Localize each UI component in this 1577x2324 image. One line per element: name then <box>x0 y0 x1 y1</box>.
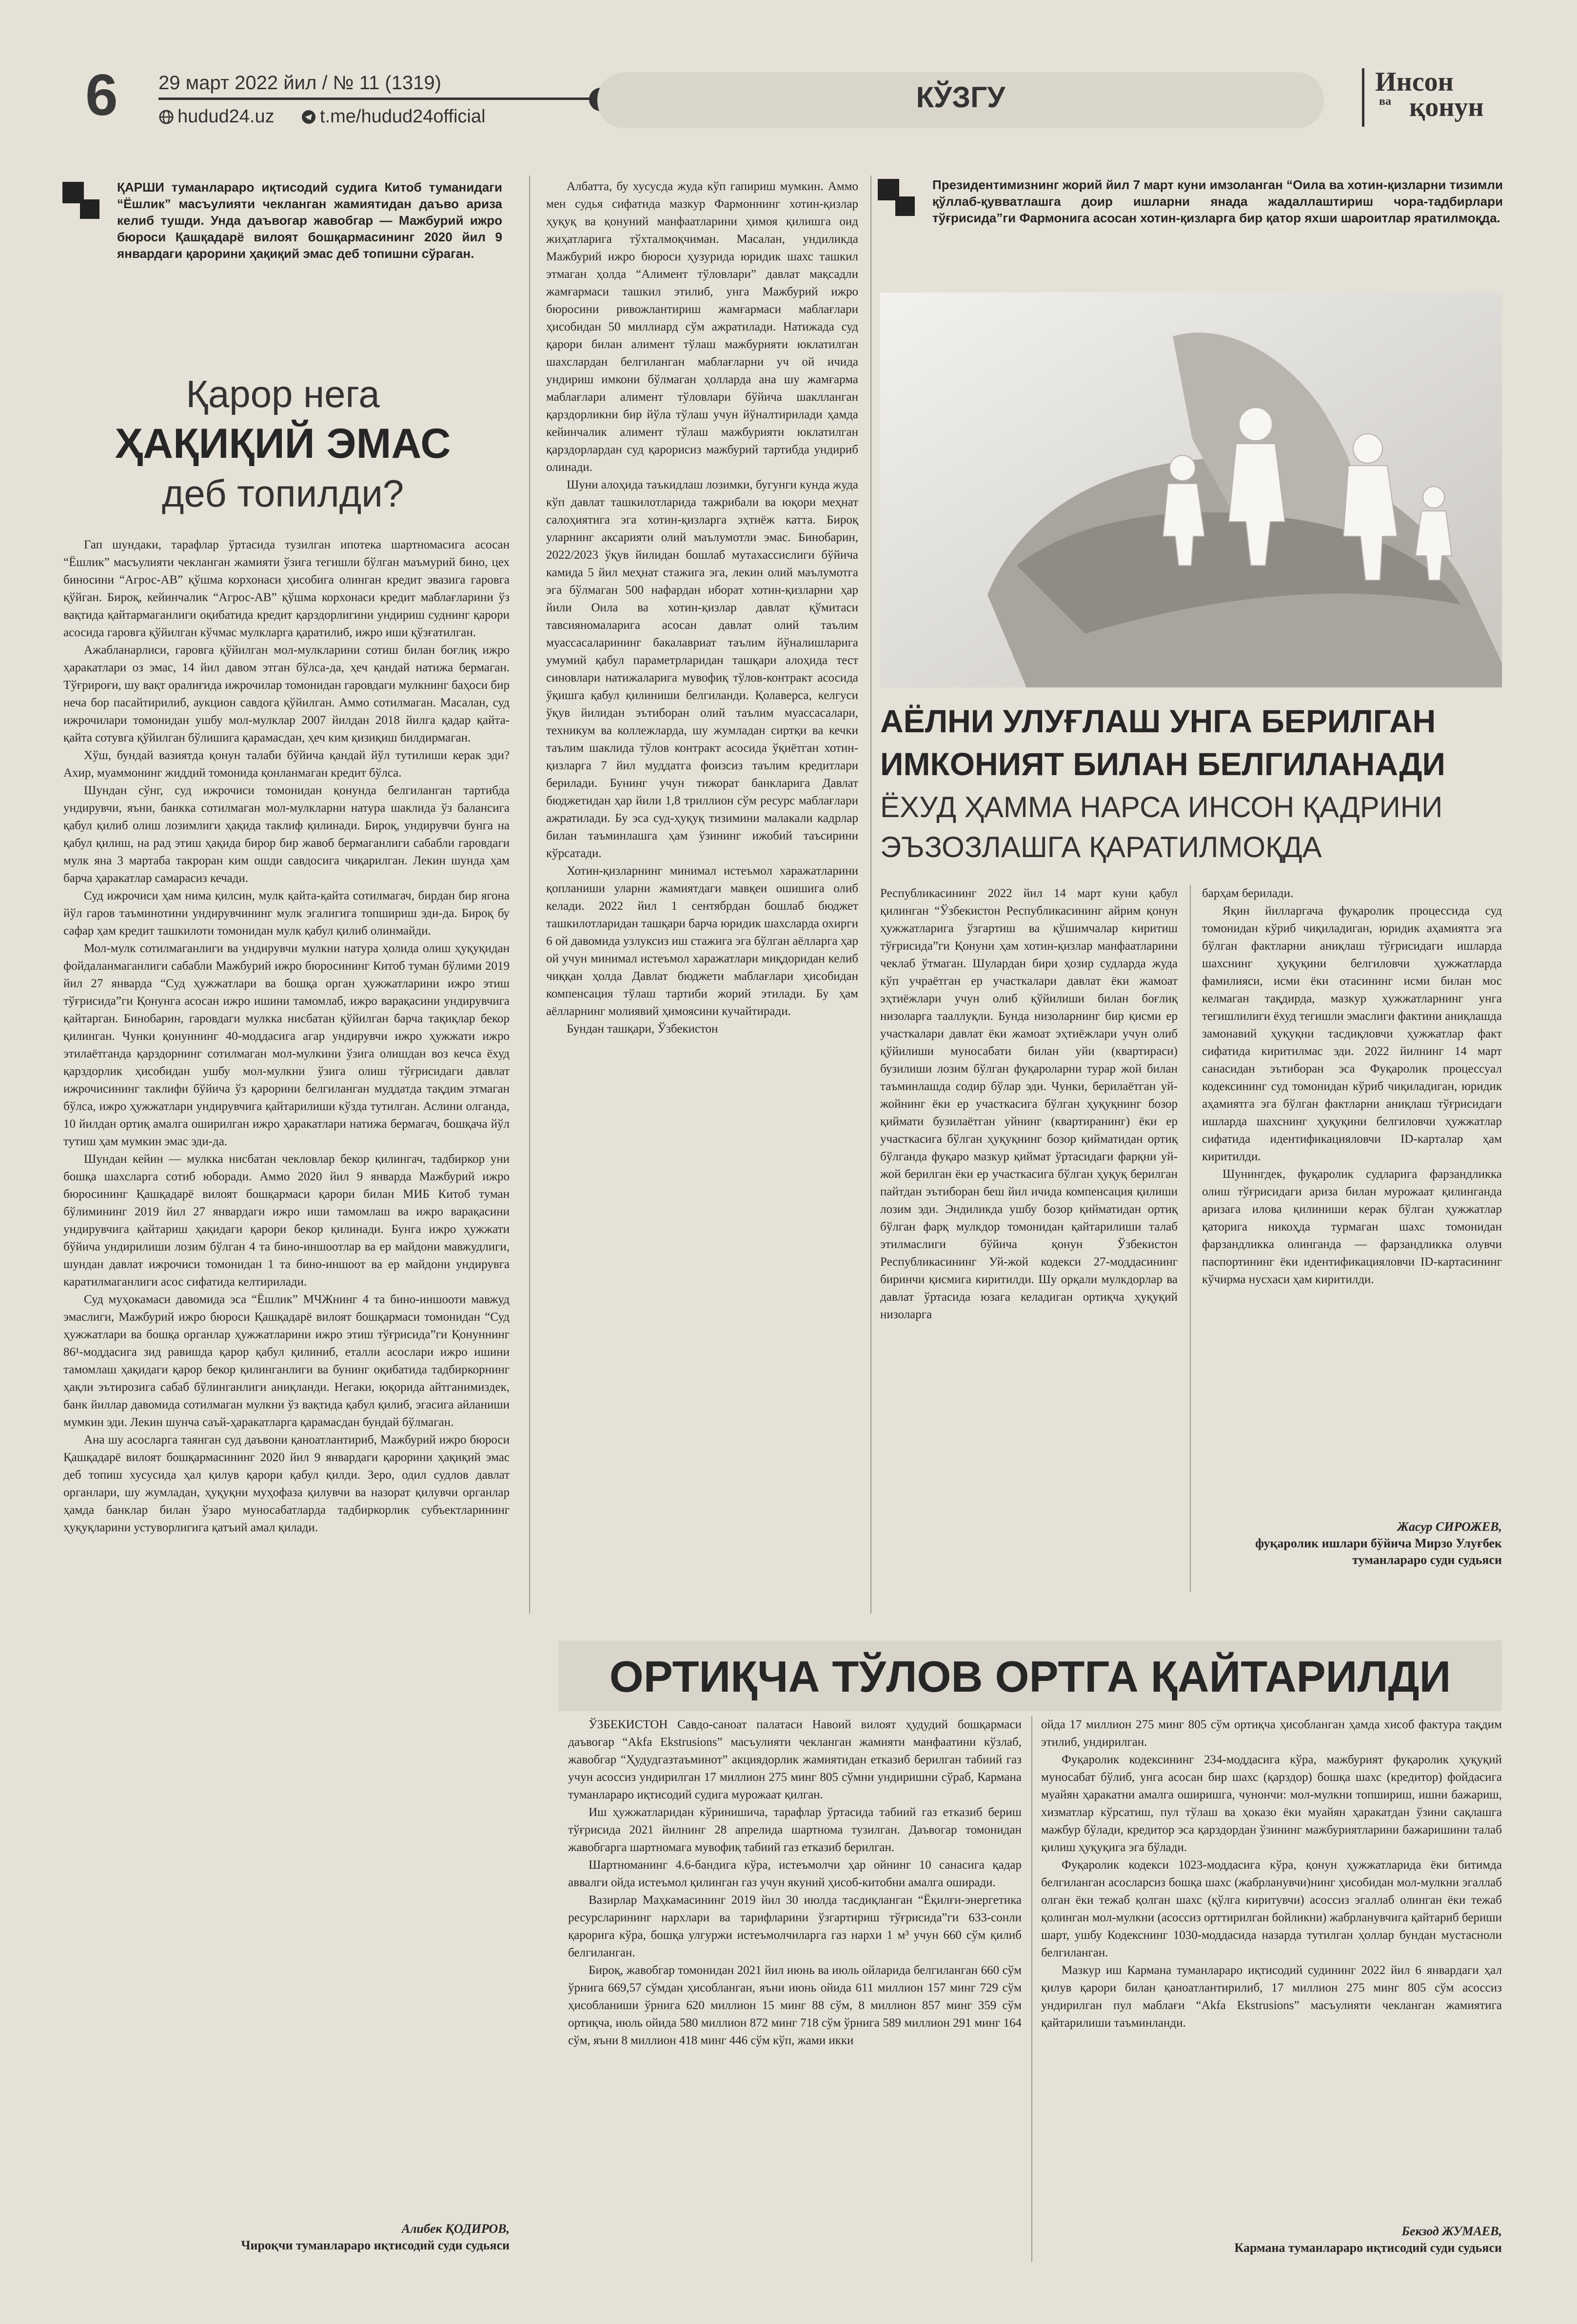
brand-logo: Инсон ва қонун <box>1375 67 1484 122</box>
article1-title <box>63 371 502 517</box>
signature1-title: Чироқчи туманлараро иқтисодий суди судьяси <box>241 2238 510 2252</box>
paragraph: Гап шундаки, тарафлар ўртасида тузилган ипотека шартномасига асосан “Ёшлик” масъулияти чекланган жамияти ўзига тегишли бўлган маъмурий бино, цех биносини “Агрос-АВ” қўшма корхонаси ҳисобига олинган кредит эвазига гаровга қўйган. Бироқ, кейинчалик “Агрос-АВ” қўшма корхонаси кредит маблағларини ўз вақтида қайтармаганлиги оқибатида кредит қарздорлигини ундириш суднинг қарори асосида гаровга қўйилган кўчмас мулкларга қаратилиб, ижро иши қўзғатилган. <box>63 538 510 639</box>
paragraph: Суд ижрочиси ҳам нима қилсин, мулк қайта-қайта сотилмагач, бирдан бир ягона йўл гаров таъминотини ундирувчининг мулк эгалигига топшириш эди-да. Бироқ бу сафар ҳам кредит ташкилоти томонидан мулк қабул қилиб олинмайди. <box>63 889 510 937</box>
column-divider <box>529 176 530 1614</box>
telegram-link[interactable]: t.me/hudud24official <box>320 106 486 127</box>
paragraph: Яқин йилларгача фуқаролик процессида суд томонидан кўриб чиқиладиган, юридик аҳамиятга эга бўлган фактларни аниқлаш тўғрисидаги ишларда шахснинг ҳуқуқини белгиловчи ҳужжатларда фамилияси, исми ёки отасининг исми билан мос келмаган тақдирда, мазкур ҳужжатларнинг унга тегишлилиги ёхуд тегишли эмаслиги фактини аниқлашда замонавий ҳуқуқни тасдиқловчи ҳужжатлар факт сифатида киритилмас эди. 2022 йилнинг 14 март санасидан эътиборан эса Фуқаролик процессуал кодексининг суд томонидан кўриб чиқиладиган, юридик аҳамиятга эга бўлган фактларни аниқлаш тўғрисидаги ишларда шахснинг ҳуқуқини белгиловчи ҳужжатлар сифатида идентификацияловчи ID-карталар ҳам киритилди. <box>1202 904 1502 1163</box>
article1-title-line3: деб топилди? <box>161 472 404 515</box>
column-divider <box>870 176 871 1614</box>
lead-icon <box>62 182 101 221</box>
article3-title: ОРТИҚЧА ТЎЛОВ ОРТГА ҚАЙТАРИЛДИ <box>609 1653 1451 1701</box>
paragraph: Шундан сўнг, суд ижрочиси томонидан қонунда белгиланган тартибда ундирувчи, яъни, банкка сотилмаган мол-мулкларни натура шаклида ўз балансига қабул қилиб олиш лозимлиги ҳақида таклиф қилинади. Бироқ, ундирувчи бунга на қабул қилиш, на рад этиш ҳақида бирор бир жавоб бермаганлиги сабабли гаровдаги мулк яна 3 мартаба такроран ким ошди савдосига чиқарилган. Лекин шунда ҳам барча ҳаракатлар самарасиз кечади. <box>63 784 510 885</box>
article3-author-title: Кармана туманлараро иқтисодий суди судьяси <box>1234 2241 1502 2255</box>
column-divider <box>1190 885 1191 1592</box>
article1-column-2 <box>546 178 858 1614</box>
paragraph: Бироқ, жавобгар томонидан 2021 йил июнь ва июль ойларида белгиланган 660 сўм ўрнига 669,57 сўмдан ҳисобланган, яъни июнь ойида 611 миллион 157 минг 729 сўм ҳисобланиши ўрнига 620 миллион 15 минг 88 сўм, 8 миллион 857 минг 359 сўм ортиқча, июль ойида 580 миллион 872 минг 718 сўм ўрнига 589 миллион 291 минг 164 сўм, яъни 8 миллион 418 минг 446 сўм кўп, жами икки <box>568 1964 1022 2047</box>
paragraph: Шартноманинг 4.6-бандига кўра, истеъмолчи ҳар ойнинг 10 санасига қадар аввалги ойда истеъмол қилинган газ учун якуний ҳисоб-китобни амалга оширади. <box>568 1858 1022 1889</box>
paragraph: барҳам берилади. <box>1202 887 1294 900</box>
paragraph: Шундан кейин — мулкка нисбатан чекловлар бекор қилингач, тадбиркор уни бошқа шахсларга сотиб юборади. Аммо 2020 йил 9 январда Мажбурий ижро бюросининг Қашқадарё вилоят бошқармаси қарори билан МИБ Китоб туман бўлимининг 2019 йил 27 январдаги ижро иши тамомлаш ва ижро варақасини ундирувчига қайтариш ҳақидаги қарори бекор қилинади. Бунга ижро ҳужжати бўйича ундирилиши лозим бўлган 4 та бино-иншоотлар ва ер майдони мавжудлиги, шундан давлат ижрочиси томонидан 1 та бино-иншоот ва ер майдони ундирувга каратилмаганлиги асос сифатида келтирилади. <box>63 1152 510 1289</box>
paragraph: Вазирлар Маҳкамасининг 2019 йил 30 июлда тасдиқланган “Ёқилғи-энергетика ресурсларининг нархлари ва тарифларини ўзгартириш тўғрисида”ги 633-сонли қарорига кўра, бошқа улгуржи истеъмолчиларга газ нархи 1 м³ учун 660 сўм қилиб белгиланган. <box>568 1894 1022 1959</box>
paragraph: Бундан ташқари, Ўзбекистон <box>567 1022 718 1035</box>
paragraph: Хотин-қизларнинг минимал истеъмол харажатларини қопланиши уларни жамиятдаги мавқеи ошишига олиб келади. 2022 йил 1 сентябрдан бошлаб бюджет ташкилотларидан ташқари барча юридик шахсларда охирги 6 ой давомида узлуксиз иш стажига эга бўлган аёлларга ҳар ой учун минимал истеъмол харажатлари миқдоридан келиб чиққан ҳолда Давлат бюджети маблағлари ҳисобидан компенсация тўлаш тартиби жорий этилади. Бу ҳам аёлларнинг молиявий ҳимоясини кучайтиради. <box>546 864 858 1018</box>
globe-icon <box>159 110 174 124</box>
paragraph: ойда 17 миллион 275 минг 805 сўм ортиқча ҳисобланган ҳамда хисоб фактура тақдим этилиб, ундирилган. <box>1041 1718 1502 1749</box>
article1-title-line1: Қарор нега <box>186 372 380 415</box>
paragraph: Хўш, бундай вазиятда қонун талаби бўйича қандай йўл тутилиши керак эди? Ахир, муаммонинг жиддий томонида қонланмаган кредит бўлса. <box>63 749 510 780</box>
paragraph: Ана шу асосларга таянган суд даъвони қаноатлантириб, Мажбурий ижро бюроси Қашқадарё вилоят бошқармасининг 2020 йил 9 январдаги қарорини ҳақиқий эмас деб топиш хусусида ҳал қилув қарори қабул қилди. Зеро, одил судлов давлат органлари, шу жумладан, ҳуқуқни муҳофаза қилувчи ва назорат қилувчи органлар ҳамда банклар билан ўзаро муносабатларда тадбиркорлик субъектларининг ҳуқуқларини устуворлигига қатъий амал қилади. <box>63 1433 510 1534</box>
paragraph: Шуни алоҳида таъкидлаш лозимки, бугунги кунда жуда кўп давлат ташкилотларида тажрибали ва юқори меҳнат салоҳиятига эга хотин-қизларга эҳтиёж катта. Бироқ уларнинг аксарияти олий маълумотли эмас. Бинобарин, 2022/2023 ўқув йилидан бошлаб мутахассислиги бўйича камида 5 йил меҳнат стажига эга, лекин олий маълумотга эга бўлмаган 500 нафардан иборат хотин-қизларни ҳар йили Оила ва хотин-қизлар давлат қўмитаси тавсияномаларига асосан давлат олий таълим муассасаларининг бакалавриат таълим йўналишларига умумий қабул параметрларидан ташқари алоҳида тест синовлари натижаларига мувофиқ тўлов-контракт асосида ўқишга қабул қилиниши белгиланди. Қолаверса, келгуси ўқув йилидан эътиборан олий таълим муассасалари, техникум ва коллежларда, шу жумладан сиртқи ва кечки таълим шаклида тўлов контракт асосида ўқиётган хотин-қизларга 7 йил муддатга фоизсиз таълим кредитлари берилади. Бунинг учун тижорат банкларига Давлат бюджетидан ҳар йили 1,8 триллион сўм ресурс маблағлари ажратилади. Бу эса суд-ҳуқуқ тизимини малакали кадрлар билан таъминлашга ҳам ўзининг ижобий таъсирини кўрсатади. <box>546 478 858 860</box>
brand-divider <box>1362 68 1364 127</box>
paragraph: Ажабланарлиси, гаровга қўйилган мол-мулкларини сотиш билан боғлиқ ижро ҳаракатлари оз эмас, 14 йил давом этган бўлса-да, ҳеч қандай натижа бермаган. Тўғрироғи, шу вақт оралиғида ижрочилар томонидан гаровдаги мулкнинг баҳоси бир неча бор пасайтирилиб, аукцион савдога қўйилган. Аммо сотилмаган. Масалан, суд ижрочилари томонидан ушбу мол-мулклар 2007 йилдан 2018 йилга қадар қайта-қайта сотувга қўйилган бўлишига қарамасдан, ҳеч ким қизиқиш билдирмаган. <box>63 644 510 744</box>
article1-column-1 <box>63 536 510 2213</box>
page-number: 6 <box>85 62 118 128</box>
paragraph: ЎЗБЕКИСТОН Савдо-саноат палатаси Навоий вилоят ҳудудий бошқармаси даъвогар “Akfa Ekstrusions” масъулияти чекланган жамияти манфаатини кўзлаб, жавобгар “Ҳудудгазтаъминот” акциядорлик жамиятидан етказиб берилган табиий газ учун асоссиз ундирилган 17 миллион 275 минг 805 сўмни ундиришни сўраб, Кармана туманлараро иқтисодий судига мурожаат қилган. <box>568 1718 1022 1801</box>
article2-subtitle: ЁХУД ҲАММА НАРСА ИНСОН ҚАДРИНИ ЭЪЗОЗЛАШГА ҚАРАТИЛМОҚДА <box>880 791 1443 863</box>
article1-title-line2: ҲАҚИҚИЙ ЭМАС <box>115 420 451 467</box>
paragraph: Мазкур иш Кармана туманлараро иқтисодий судининг 2022 йил 6 январдаги ҳал қилув қарори билан қаноатлантирилиб, 17 миллион 275 минг 805 сўм асоссиз ундирилган пул маблағи “Akfa Ekstrusions” масъулияти чекланган жамиятига қайтарилиши таъминланди. <box>1041 1964 1502 2030</box>
article2-author-title: фуқаролик ишлари бўйича Мирзо Улуғбек туманлараро суди судьяси <box>1255 1536 1502 1567</box>
article2-signature <box>1202 1519 1502 1568</box>
paragraph: Мол-мулк сотилмаганлиги ва ундирувчи мулкни натура ҳолида олиш ҳуқуқидан фойдаланмаганлиги сабабли Мажбурий ижро бюросининг Китоб туман бўлими 2019 йил 27 январда “Суд ҳужжатлари ва бошқа орган ҳужжатларини ижро этиш тўғрисида”ги Қонунга асосан ижро ишини тамомлаб, ижро варақасини ундирувчига қайтарган. Бинобарин, гаровдаги мулкка нисбатан қўйилган барча тақиқлар бекор қилинган. Чунки қонуннинг 40-моддасига агар ундирувчи ижро ҳужжати ижро этилаётганда қарздорнинг сотилмаган мол-мулкини ўзига олишдан воз кечса ёхуд қарздорлик ҳисобидан ушбу мол-мулкни ўзига олиш тўғрисидаги давлат ижрочисининг таклифи бўйича ўз қарорини белгиланган муддатда тақдим этмаган бўлса, ижро ҳужжатлари ундирувчига қайтарилиши кўзда тутилган. Аслини олганда, 10 йилдан ортиқ амалга оширилган ижро ҳаракатлари натижа бермагач, бошқача йўл тутиш ҳам мумкин эмас эди-да. <box>63 942 510 1148</box>
telegram-icon <box>301 110 316 124</box>
article2-column-b <box>1202 885 1502 1519</box>
article2-title: АЁЛНИ УЛУҒЛАШ УНГА БЕРИЛГАН ИМКОНИЯТ БИЛАН БЕЛГИЛАНАДИ <box>880 703 1445 782</box>
article3-column-a <box>568 1716 1022 2265</box>
paragraph: Фуқаролик кодекси 1023-моддасига кўра, қонун ҳужжатларида ёки битимда белгиланган асосларсиз бошқа шахс (жабрланувчи)нинг ҳисобидан мол-мулкни эгаллаб олган ёки тежаб қолган шахс (қўлга киритувчи) асоссиз эгаллаб олинган ёки тежаб қолинган мол-мулкни (асоссиз орттирилган бойликни) жабрланувчига қайтариб бериши шарт, ушбу Кодекснинг 1030-моддасида назарда тутилган ҳоллар бундан мустасноли белгиланган. <box>1041 1858 1502 1959</box>
paragraph: Иш ҳужжатларидан кўринишича, тарафлар ўртасида табиий газ етказиб бериш тўғрисида 2021 йилнинг 28 апрелида шартнома тузилган. Даъвогар томонидан жавобгарга шартномага мувофиқ табиий газ етказиб берилган. <box>568 1806 1022 1854</box>
article2-lead: Президентимизнинг жорий йил 7 март куни имзоланган “Оила ва хотин-қизларни тизимли қўллаб-қувватлашга доир ишларни янада жадаллаштириш чора-тадбирлари тўғрисида”ги Фармонига асосан хотин-қизларга бир қатор яхши шароитлар яратилмоқда. <box>932 177 1503 225</box>
article1-lead: ҚАРШИ туманлараро иқтисодий судига Китоб туманидаги “Ёшлик” масъулияти чекланган жамиятидан даъво ариза келиб тушди. Унда даъвогар жавобгар — Мажбурий ижро бюроси Қашқадарё вилоят бошқармасининг 2020 йил 9 январдаги қарорини ҳақиқий эмас деб топишни сўраган. <box>117 180 502 261</box>
article2-author: Жасур СИРОЖЕВ, <box>1397 1520 1502 1534</box>
column-divider <box>1031 1716 1032 2262</box>
issue-date: 29 март 2022 йил / № 11 (1319) <box>158 72 441 94</box>
paragraph: Фуқаролик кодексининг 234-моддасига кўра, мажбурият фуқаролик ҳуқуқий муносабат бўлиб, унга асосан бир шахс (қарздор) бошқа шахс (кредитор) фойдасига муайян ҳаракатни амалга оширишга, чунончи: мол-мулкни топшириш, ишни бажариш, хизматлар кўрсатиш, пул тўлаш ва ҳоказо ёки муайян ҳаракатдан ўзини сақлашга мажбур бўлади, кредитор эса қарздордан ўзининг мажбуриятларини бажаришини талаб қилиш ҳуқуқига эга бўлади. <box>1041 1753 1502 1854</box>
lead-icon <box>878 179 917 218</box>
header-underline <box>158 98 600 100</box>
paragraph: Албатта, бу хусусда жуда кўп гапириш мумкин. Аммо мен судья сифатида мазкур Фармоннинг хотин-қизлар ҳуқуқ ва қонуний манфаатларини ҳимоя қилишга оид жиҳатларига тўхталмоқчиман. Масалан, ундиликда Мажбурий ижро бюроси ҳузурида юридик шахс ташкил этмаган ҳолда “Алимент тўловлари” давлат мақсадли жамғармаси ташкил этилиб, унга Мажбурий ижро бюросини ривожлантириш жамғармаси маблағлари ҳисобидан 50 миллиард сўм ажратилади. Натижада суд қарори билан алимент тўлаш мажбурияти юклатилган шахслардан белгиланган маблағларни уч ой ичида ундириш имкони бўлмаган ҳолларда ана шу жамғарма маблағлари алимент тўловлари бўйича шаклланган қарздорликни бир йўла тўлаш учун йўналтирилади ҳамда кейинчалик алимент тўлаш мажбурияти юклатилган қарздорлардан суд қарорисиз мажбурий тартибда ундириб олинади. <box>546 180 858 474</box>
signature1 <box>63 2221 510 2254</box>
article3-column-b <box>1041 1716 1502 2187</box>
paragraph: Шунингдек, фуқаролик судларига фарзандликка олиш тўғрисидаги ариза билан мурожаат қилинганда аризага илова қилиниши керак бўлган ҳужжатлар қаторига никоҳда турмаган шахс томонидан фарзандликка олинганда — фарзандликка олувчи паспортининг ёки идентификацияловчи ID-картасининг кўчирма нусхаси ҳам киритилди. <box>1202 1168 1502 1286</box>
paragraph: Республикасининг 2022 йил 14 март куни қабул қилинган “Ўзбекистон Республикасининг айрим қонун ҳужжатларига ўзгартиш ва қўшимчалар киритиш тўғрисида”ги Қонуни ҳам хотин-қизлар манфаатларини чеклаб ўтмаган. Шулардан бири ҳозир судларда жуда кўп учраётган ер участкалари давлат ёки жамоат эҳтиёжлари учун олиб қўйилиши билан боғлиқ низоларга тааллуқли. Бунда низоларнинг бир қисми ер участкалари давлат ёки жамоат эҳтиёжлари учун олиб қўйилиши муносабати билан уйи (квартираси) бузилиши лозим бўлган фуқароларни турар жой билан таъминлашда содир бўлар эди. Чунки, берилаётган уй-жойнинг ёки ер участкасига бўлган ҳуқуқнинг бозор қиймати бузилаётган уйнинг (квартиранинг) ёки ер участкасига бўлган ҳуқуқнинг бозор қийматидан ортиқ бўлганда фуқаро мазкур қиймат ўртасидаги фарқни уй-жой берилган ёки ер участкасига бўлган ҳуқуқ берилган пайтдан эътиборан беш йил ичида компенсация қилиши лозим эди. Эндиликда ушбу бозор қийматидан ортиқ бўлган фарқ мулкдор томонидан қайтарилиши талаб этилмаслиги бўйича қонун Ўзбекистон Республикасининг Уй-жой кодекси 27-моддасининг биринчи қисмига киритилди. Шу орқали мулкдорлар ва давлат ўртасида юзага келадиган ортиқча ҳуқуқий низоларга <box>880 887 1178 1321</box>
paragraph: Суд муҳокамаси давомида эса “Ёшлик” МЧЖнинг 4 та бино-иншооти мавжуд эмаслиги, Мажбурий ижро бюроси Қашқадарё вилоят бошқармаси томонидан “Суд ҳужжатлари ва бошқа органлар ҳужжатларини ижро этиш тўғрисида”ги Қонуннинг 86¹-моддасига зид равишда қарор қабул қилиниб, еталли асослари ижро ишини тамомлаш ҳақидаги қарор бекор қилинганлиги ва бунинг оқибатида тадбиркорнинг ҳақли эътирозига сабаб бўлинганлиги аниқланди. Негаки, юқорида айтганимиздек, банк йиллар давомида сотилмаган мулкни ўз вақтида қабул қилиб, эгасига айланиши мумкин эди. Лекин шунча саъй-ҳаракатларга қарамасдан бундай бўлмаган. <box>63 1293 510 1429</box>
article3-author: Бекзод ЖУМАЕВ, <box>1401 2224 1502 2238</box>
section-title: КЎЗГУ <box>916 81 1005 114</box>
page-header <box>0 0 1577 146</box>
family-photo <box>880 293 1502 687</box>
site-link[interactable]: hudud24.uz <box>177 106 275 127</box>
signature1-name: Алибек ҚОДИРОВ, <box>401 2222 510 2236</box>
article3-signature <box>1041 2223 1502 2256</box>
article2-column-a <box>880 885 1178 1592</box>
